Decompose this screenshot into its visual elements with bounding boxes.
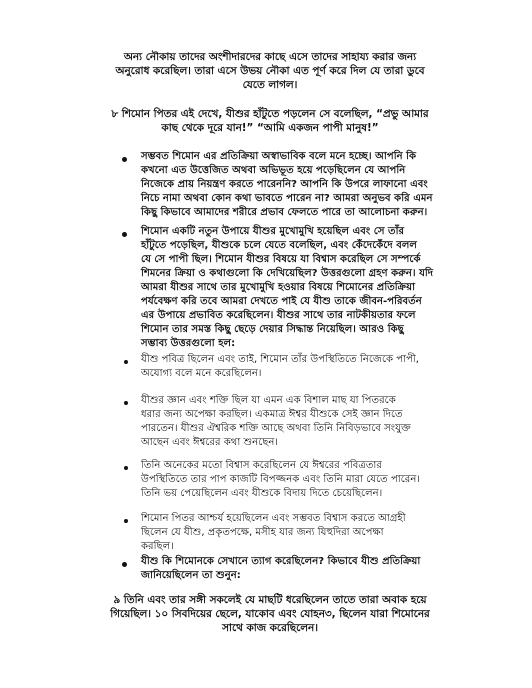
sub-bullet-line: যীশু পবিত্র ছিলেন এবং তাই, শিমোন তাঁর উপস্থিতিতে নিজেকে পাপী, bbox=[141, 354, 419, 365]
sub-bullet-line: তিনি ভয় পেয়েছিলেন এবং যীশুকে বিদায় দিতে চেয়েছিলেন। bbox=[141, 488, 383, 499]
sub-bullet-1 bbox=[141, 353, 479, 381]
sub-bullet-marker bbox=[124, 466, 128, 470]
bullet-line: সম্ভাব্য উত্তরগুলো হল: bbox=[141, 338, 236, 349]
sub-bullet-line: যীশুর জ্ঞান এবং শক্তি ছিল যা এমন এক বিশাল মাছ যা পিতরকে bbox=[141, 395, 396, 406]
verse-line: গিয়েছিল। ১০ সিবদিয়ের ছেলে, যাকোব এবং যোহন৩, ছিলেন যারা শিমোনের bbox=[110, 608, 430, 620]
bullet-line: নিচে নামা অথবা কোন কথা ভাবতে পারেন না? আমরা অনুভব করি এমন bbox=[141, 193, 433, 204]
sub-bullet-marker bbox=[124, 519, 128, 523]
bullet-line: শিমনের ক্রিয়া ও কথাগুলো কি দেখিয়েছিল? উত্তরগুলো গ্রহণ করুন। যদি bbox=[141, 268, 434, 279]
sub-bullet-2 bbox=[141, 394, 479, 450]
bullet-marker bbox=[122, 562, 127, 567]
verse-8 bbox=[60, 107, 480, 135]
sub-bullet-3 bbox=[141, 459, 479, 501]
sub-bullet-line: শিমোন পিতর আশ্চর্য হয়েছিলেন এবং সম্ভবত বিশ্বাস করতে আগ্রহী bbox=[141, 513, 406, 524]
sub-bullet-marker bbox=[124, 401, 128, 405]
bullet-line: জানিয়েছিলেন তা শুনুন: bbox=[141, 570, 241, 581]
sub-bullet-line: ধরার জন্য অপেক্ষা করছিল। একমাত্র ঈশ্বর যীশুকে সেই জ্ঞান দিতে bbox=[141, 409, 403, 420]
sub-bullet-4 bbox=[141, 512, 479, 554]
bullet-marker bbox=[122, 157, 127, 162]
bullet-2 bbox=[141, 225, 479, 351]
bullet-line: আমরা যীশুর সাথে তার মুখোমুখি হওয়ার বিষয়ে শিমোনের প্রতিক্রিয়া bbox=[141, 282, 416, 293]
bullet-line: যীশু কি শিমোনকে সেখানে ত্যাগ করেছিলেন? কিভাবে যীশু প্রতিক্রিয়া bbox=[141, 556, 421, 567]
intro-line: অন্য নৌকায় তাদের অংশীদারদের কাছে এসে তাদের সাহায্য করার জন্য bbox=[123, 51, 417, 63]
bullet-line: কিছু কিভাবে আমাদের শরীরে প্রভাব ফেলতে পারে তা আলোচনা করুন। bbox=[141, 207, 428, 218]
bullet-line: নিজেকে প্রায় নিয়ন্ত্রণ করতে পারেননি? আপনি কি উপরে লাফানো এবং bbox=[141, 179, 428, 190]
bullet-line: যে সে পাপী ছিল। শিমোন যীশুর বিষয়ে যা বিশ্বাস করেছিল সে সম্পর্কে bbox=[141, 254, 421, 265]
sub-bullet-line: করছিল। bbox=[141, 541, 174, 552]
bullet-1 bbox=[141, 150, 479, 220]
sub-bullet-line: ছিলেন যে যীশু, প্রকৃতপক্ষে, মসীহ যার জন্য যিহুদিরা অপেক্ষা bbox=[141, 527, 384, 538]
verse-line: ৯ তিনি এবং তার সঙ্গী সকলেই যে মাছটি ধরেছিলেন তাতে তারা অবাক হয়ে bbox=[113, 594, 427, 606]
sub-bullet-line: পারতেন। যীশুর ঐশ্বরিক শক্তি আছে অথবা তিনি নিবিড়ভাবে সংযুক্ত bbox=[141, 423, 411, 434]
bullet-line: পর্যবেক্ষণ করি তবে আমরা দেখতে পাই যে যীশু তাকে জীবন-পরিবর্তন bbox=[141, 296, 422, 307]
sub-bullet-line: তিনি অনেকের মতো বিশ্বাস করেছিলেন যে ঈশ্বরের পবিত্রতার bbox=[141, 460, 382, 471]
bullet-marker bbox=[122, 232, 127, 237]
sub-bullet-line: অযোগ্য বলে মনে করেছিলেন। bbox=[141, 368, 262, 379]
intro-line: অনুরোধ করেছিল। তারা এসে উভয় নৌকা এত পূর্ণ করে দিল যে তারা ডুবে bbox=[115, 65, 425, 77]
verse-9-10 bbox=[60, 593, 480, 635]
bullet-3 bbox=[141, 555, 479, 583]
sub-bullet-line: উপস্থিতিতে তার পাপ কাজটি বিপজ্জনক এবং তিনি মারা যেতে পারেন। bbox=[141, 474, 420, 485]
intro-paragraph bbox=[60, 50, 480, 92]
bullet-line: সম্ভবত শিমোন এর প্রতিক্রিয়া অস্বাভাবিক বলে মনে হচ্ছে। আপনি কি bbox=[141, 151, 417, 162]
bullet-line: শিমোন একটি নতুন উপায়ে যীশুর মুখোমুখি হয়েছিল এবং সে তাঁর bbox=[141, 226, 405, 237]
bullet-line: হাঁটুতে পড়েছিল, যীশুকে চলে যেতে বলেছিল, এবং কেঁদেকেঁদে বলল bbox=[141, 240, 417, 251]
verse-line: ৮ শিমোন পিতর এই দেখে, যীশুর হাঁটুতে পড়লেন সে বলেছিল, “প্রভু আমার bbox=[111, 108, 429, 120]
bullet-line: কখনো এত উত্তেজিত অথবা অভিভূত হয়ে পড়েছিলেন যে আপনি bbox=[141, 165, 406, 176]
sub-bullet-marker bbox=[124, 360, 128, 364]
verse-line: কাছ থেকে দূরে যান!” “আমি একজন পাপী মানুষ!” bbox=[161, 122, 379, 134]
intro-line: যেতে লাগল। bbox=[242, 79, 298, 91]
bullet-line: শিমোন তার সমস্ত কিছু ছেড়ে দেয়ার সিদ্ধান্ত নিয়েছিল। আরও কিছু bbox=[141, 324, 404, 335]
sub-bullet-line: আছেন এবং ঈশ্বরের কথা শুনছেন। bbox=[141, 437, 279, 448]
bullet-line: এর উপায়ে প্রভাবিত করেছিলেন। যীশুর সাথে তার নাটকীয়তার ফলে bbox=[141, 310, 416, 321]
verse-line: সাথে কাজ করেছিলেন। bbox=[222, 622, 318, 634]
